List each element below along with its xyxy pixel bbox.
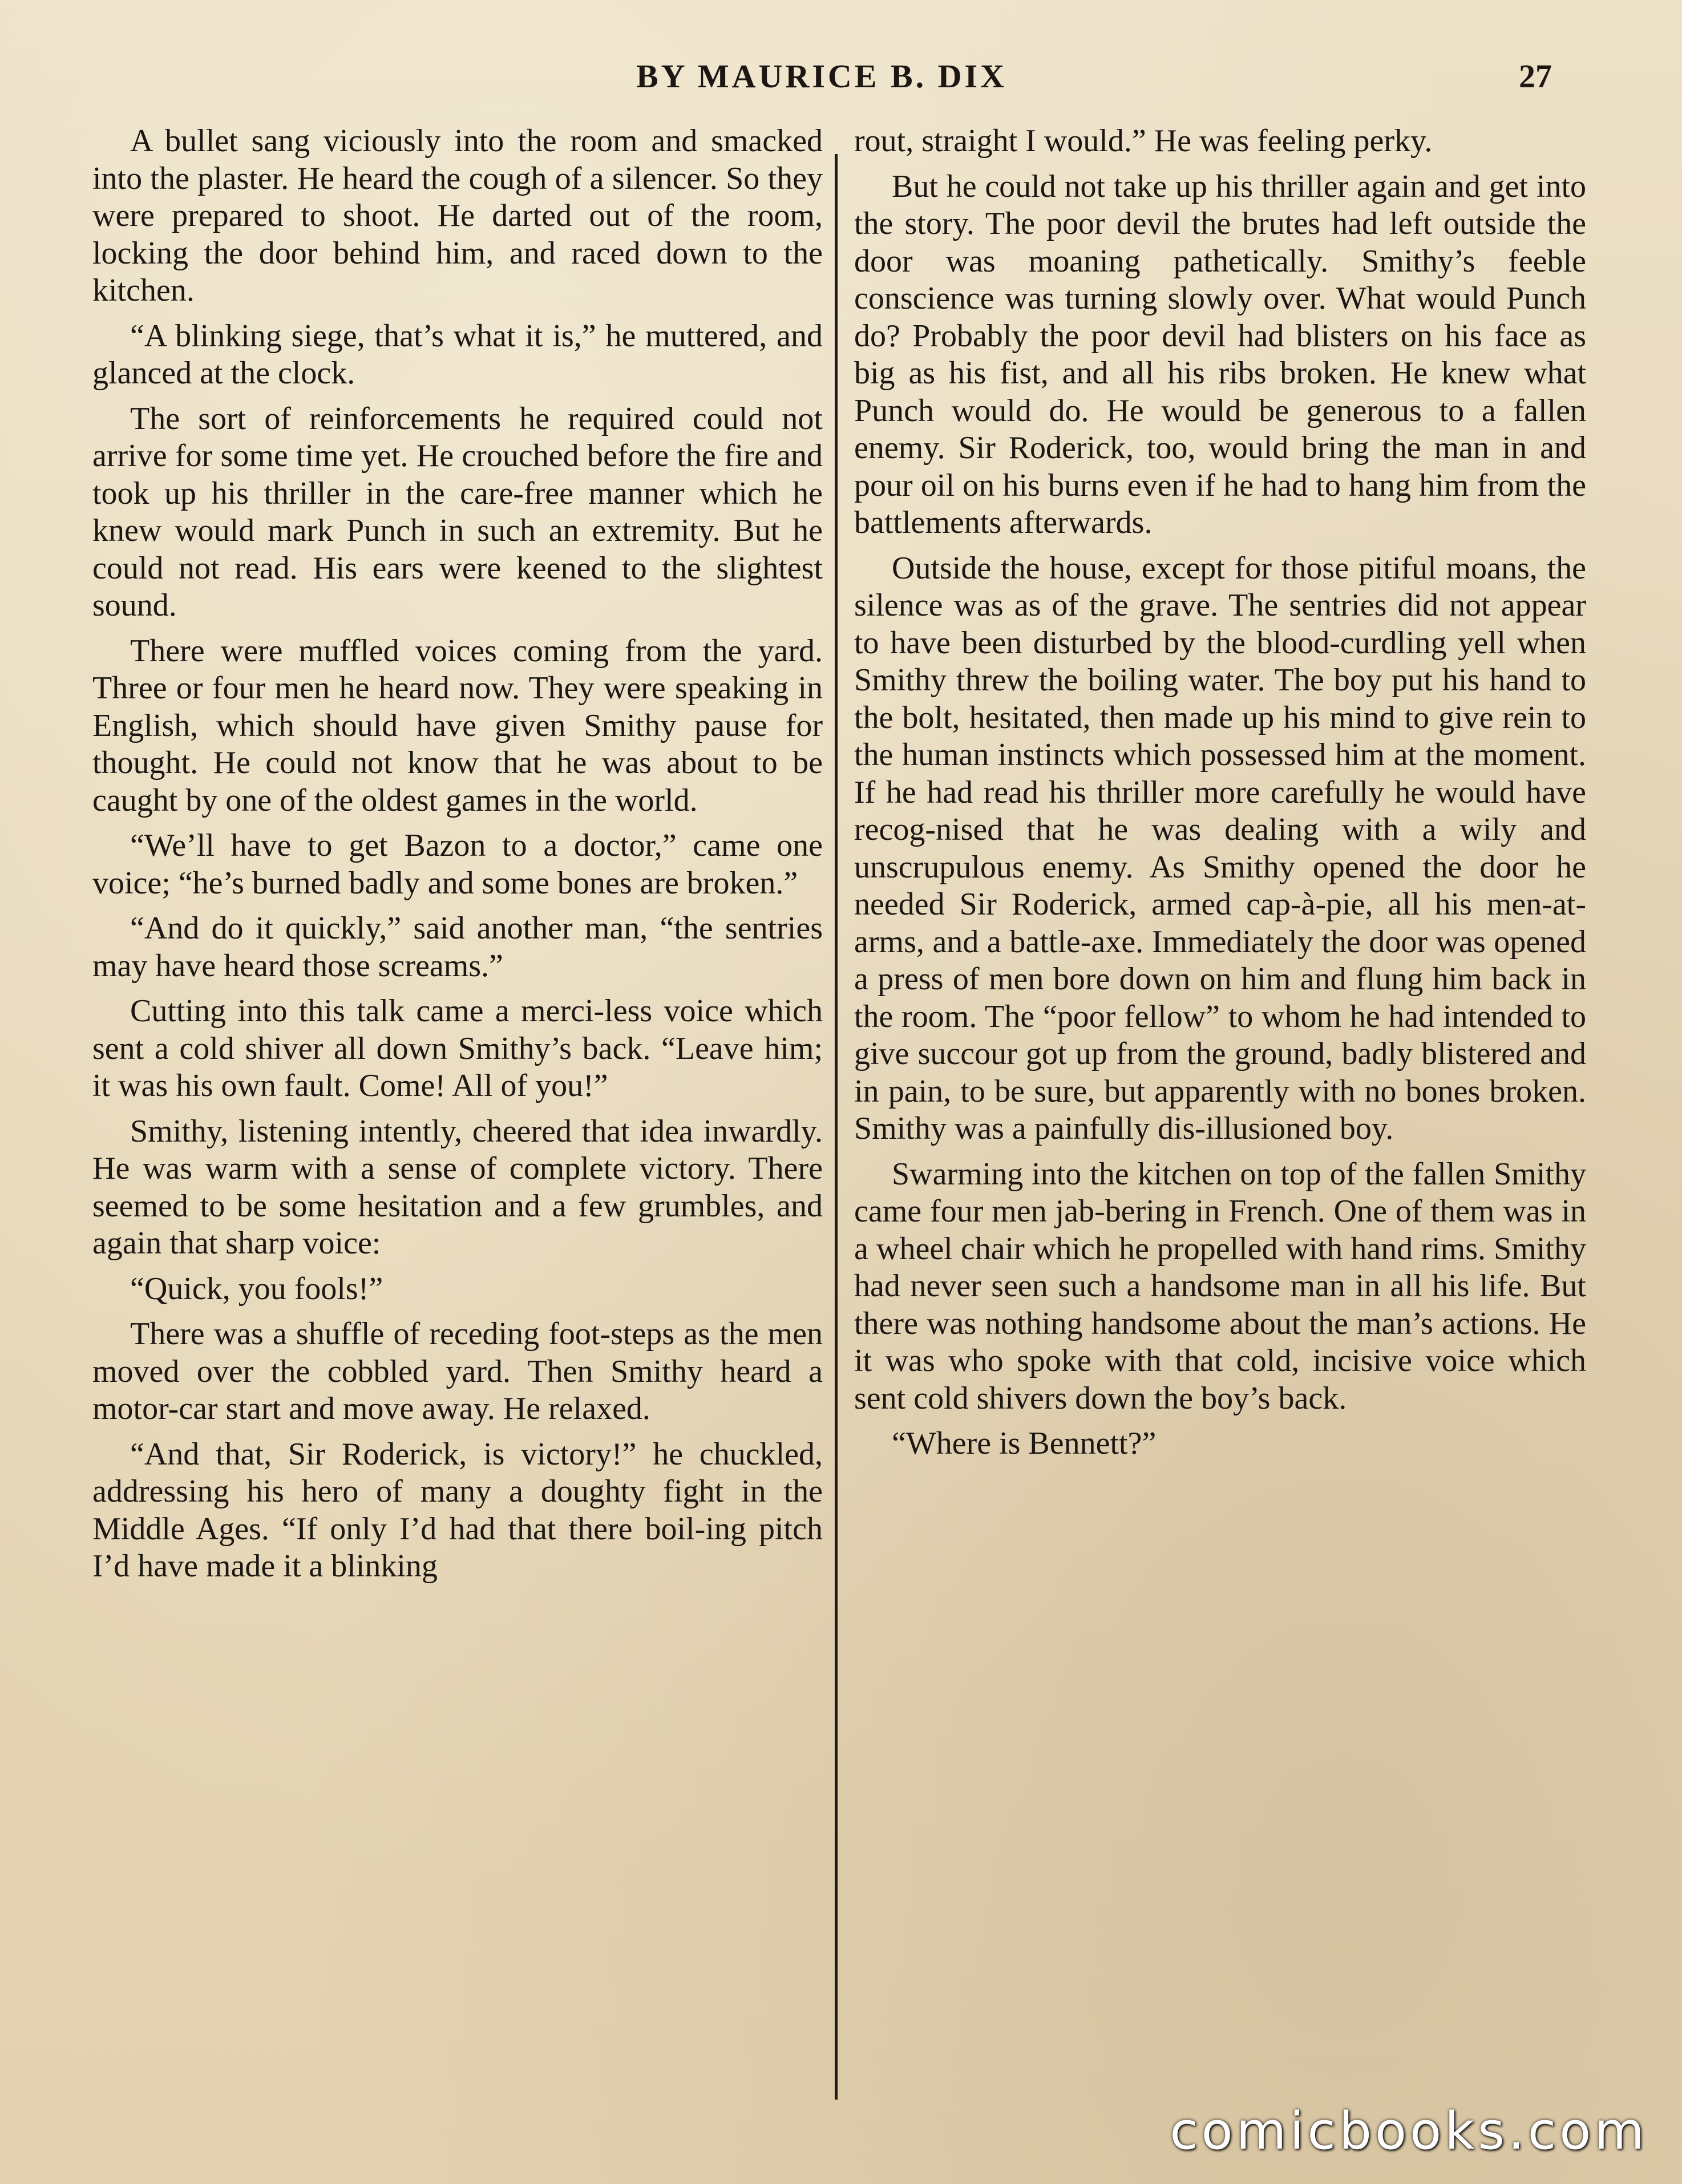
paragraph: “We’ll have to get Bazon to a doctor,” came one voice; “he’s burned badly and some bones are broken.” <box>92 828 823 901</box>
paragraph: Smithy, listening intently, cheered that idea inwardly. He was warm with a sense of complete victory. There seemed to be some hesitation and a few grumbles, and again that sharp voice: <box>92 1113 823 1261</box>
paragraph: There was a shuffle of receding foot-steps as the men moved over the cobbled yard. Then Smithy heard a motor-car start and move away. He relaxed. <box>92 1316 823 1426</box>
paragraph: Outside the house, except for those pitiful moans, the silence was as of the grave. The sentries did not appear to have been disturbed by the blood-curdling yell when Smithy threw the boiling water. The boy put his hand to the bolt, hesitated, then made up his mind to give rein to the human instincts which possessed him at the moment. If he had read his thriller more carefully he would have recog-nised that he was dealing with a wily and unscrupulous enemy. As Smithy opened the door he needed Sir Roderick, armed cap-à-pie, all his men-at-arms, and a battle-axe. Immediately the door was opened a press of men bore down on him and flung him back in the room. The “poor fellow” to whom he had intended to give succour got up from the ground, badly blistered and in pain, to be sure, but apparently with no bones broken. Smithy was a painfully dis-illusioned boy. <box>854 550 1586 1146</box>
paragraph: “Where is Bennett?” <box>892 1426 1157 1461</box>
paragraph: “And do it quickly,” said another man, “the sentries may have heard those screams.” <box>92 911 823 984</box>
column-rule <box>835 154 838 2100</box>
paragraph: “Quick, you fools!” <box>130 1271 383 1307</box>
paragraph: But he could not take up his thriller again and get into the story. The poor devil the brutes had left outside the door was moaning pathetically. Smithy’s feeble conscience was turning slowly over. What would Punch do? Probably the poor devil had blisters on his face as big as his fist, and all his ribs broken. He knew what Punch would do. He would be generous to a fallen enemy. Sir Roderick, too, would bring the man in and pour oil on his burns even if he had to hang him from the battlements afterwards. <box>854 168 1586 540</box>
right-column <box>854 123 1586 1471</box>
paragraph: Swarming into the kitchen on top of the fallen Smithy came four men jab-bering in French. One of them was in a wheel chair which he propelled with hand rims. Smithy had never seen such a handsome man in all his life. But there was nothing handsome about the man’s actions. He it was who spoke with that cold, incisive voice which sent cold shivers down the boy’s back. <box>854 1156 1586 1416</box>
paragraph: rout, straight I would.” He was feeling perky. <box>854 123 1433 159</box>
page-number: 27 <box>1519 58 1552 95</box>
paragraph: There were muffled voices coming from the yard. Three or four men he heard now. They were speaking in English, which should have given Smithy pause for thought. He could not know that he was about to be caught by one of the oldest games in the world. <box>92 633 823 818</box>
paragraph: “And that, Sir Roderick, is victory!” he chuckled, addressing his hero of many a doughty fight in the Middle Ages. “If only I’d had that there boil-ing pitch I’d have made it a blinking <box>92 1436 823 1584</box>
running-head: BY MAURICE B. DIX <box>636 58 1007 95</box>
paragraph: Cutting into this talk came a merci-less voice which sent a cold shiver all down Smithy’s back. “Leave him; it was his own fault. Come! All of you!” <box>92 993 823 1103</box>
page-header <box>91 57 1552 103</box>
paragraph: “A blinking siege, that’s what it is,” he muttered, and glanced at the clock. <box>92 318 823 391</box>
paragraph: A bullet sang viciously into the room and smacked into the plaster. He heard the cough of a silencer. So they were prepared to shoot. He darted out of the room, locking the door behind him, and raced down to the kitchen. <box>92 123 823 308</box>
watermark: comicbooks.com <box>1170 2101 1648 2161</box>
left-column <box>92 123 823 1593</box>
paragraph: The sort of reinforcements he required could not arrive for some time yet. He crouched before the fire and took up his thriller in the care-free manner which he knew would mark Punch in such an extremity. But he could not read. His ears were keened to the slightest sound. <box>92 401 823 623</box>
